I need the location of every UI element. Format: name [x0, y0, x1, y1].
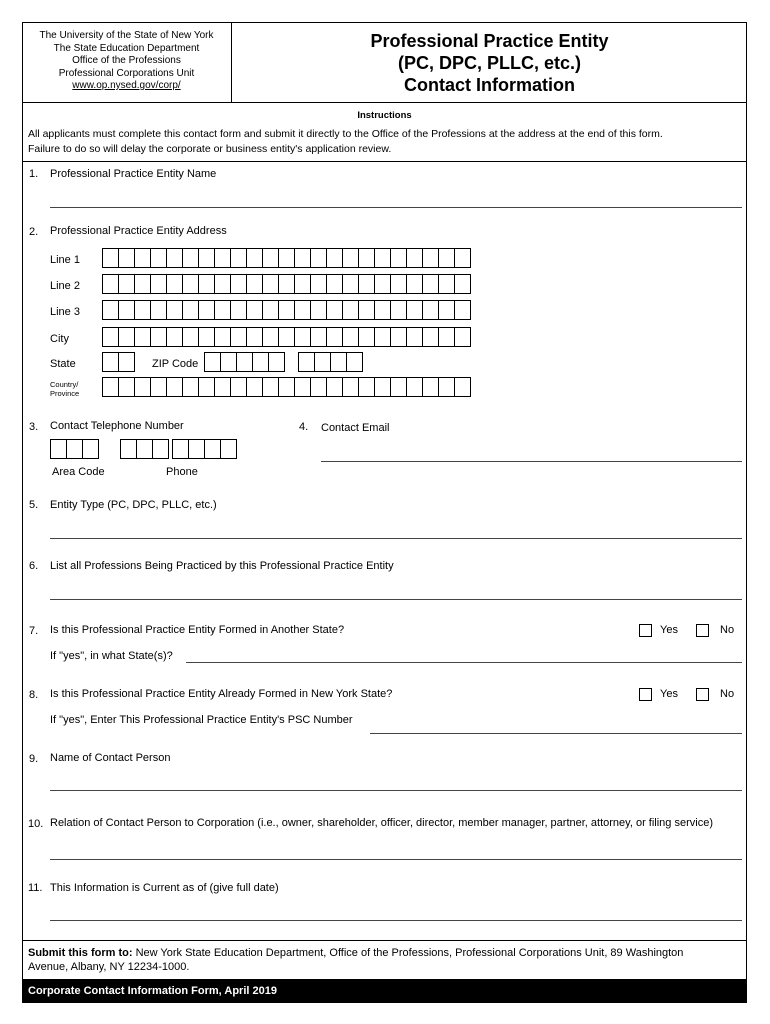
province-label: Province [50, 389, 80, 398]
char-box[interactable] [137, 439, 153, 459]
char-box[interactable] [439, 300, 455, 320]
char-box[interactable] [135, 327, 151, 347]
char-box[interactable] [215, 377, 231, 397]
char-box[interactable] [359, 327, 375, 347]
char-box[interactable] [247, 274, 263, 294]
char-box[interactable] [247, 327, 263, 347]
city-boxes[interactable] [102, 327, 471, 347]
form-title [232, 30, 747, 96]
char-box[interactable] [343, 377, 359, 397]
q4-number: 4. [299, 421, 309, 433]
entity-type-field[interactable] [50, 538, 742, 539]
q9-label: Name of Contact Person [50, 752, 171, 764]
q8-followup-label: If "yes", Enter This Professional Practice Entity's PSC Number [50, 714, 353, 726]
q7-label: Is this Professional Practice Entity Formed in Another State? [50, 624, 345, 636]
q7-yes-label: Yes [660, 624, 678, 636]
q8-label: Is this Professional Practice Entity Already Formed in New York State? [50, 688, 393, 700]
contact-email-field[interactable] [321, 461, 742, 462]
char-box[interactable] [359, 377, 375, 397]
contact-person-field[interactable] [50, 790, 742, 791]
char-box[interactable] [119, 248, 135, 268]
phone-label: Phone [166, 466, 198, 478]
title-line: Professional Practice Entity [370, 31, 609, 51]
char-box[interactable] [423, 248, 439, 268]
phone-prefix-boxes[interactable] [120, 439, 169, 459]
char-box[interactable] [295, 274, 311, 294]
char-box[interactable] [183, 327, 199, 347]
zip-boxes[interactable] [204, 352, 285, 372]
agency-line: Professional Corporations Unit [58, 67, 195, 79]
char-box[interactable] [343, 248, 359, 268]
char-box[interactable] [151, 377, 167, 397]
char-box[interactable] [311, 377, 327, 397]
char-box[interactable] [279, 274, 295, 294]
char-box[interactable] [455, 274, 471, 294]
char-box[interactable] [167, 300, 183, 320]
char-box[interactable] [439, 248, 455, 268]
q9-number: 9. [29, 753, 39, 765]
char-box[interactable] [343, 327, 359, 347]
char-box[interactable] [221, 352, 237, 372]
char-box[interactable] [135, 300, 151, 320]
char-box[interactable] [183, 274, 199, 294]
char-box[interactable] [135, 274, 151, 294]
q11-number: 11. [28, 882, 43, 894]
char-box[interactable] [455, 248, 471, 268]
instructions-heading: Instructions [357, 110, 412, 121]
q7-no-checkbox[interactable] [696, 624, 709, 637]
char-box[interactable] [407, 248, 423, 268]
char-box[interactable] [215, 300, 231, 320]
char-box[interactable] [311, 327, 327, 347]
char-box[interactable] [199, 377, 215, 397]
char-box[interactable] [311, 248, 327, 268]
char-box[interactable] [279, 300, 295, 320]
char-box[interactable] [183, 248, 199, 268]
char-box[interactable] [102, 248, 119, 268]
char-box[interactable] [407, 300, 423, 320]
agency-line: The University of the State of New York [39, 30, 214, 41]
char-box[interactable] [423, 300, 439, 320]
agency-line: Office of the Professions [72, 55, 181, 66]
char-box[interactable] [102, 300, 119, 320]
footer-bar [22, 979, 747, 1003]
country-label: Country/ [50, 380, 79, 389]
char-box[interactable] [343, 274, 359, 294]
q4-label: Contact Email [321, 422, 390, 434]
q8-yes-checkbox[interactable] [639, 688, 652, 701]
char-box[interactable] [204, 352, 221, 372]
char-box[interactable] [375, 300, 391, 320]
q6-label: List all Professions Being Practiced by this Professional Practice Entity [50, 560, 394, 572]
char-box[interactable] [407, 274, 423, 294]
q1-label: Professional Practice Entity Name [50, 168, 217, 180]
char-box[interactable] [120, 439, 137, 459]
q11-label: This Information is Current as of (give full date) [50, 882, 279, 894]
instructions-line-1: All applicants must complete this contact form and submit it directly to the Office of the Professions at the address at the end of this form. [28, 128, 663, 140]
char-box[interactable] [327, 327, 343, 347]
char-box[interactable] [231, 274, 247, 294]
char-box[interactable] [231, 327, 247, 347]
char-box[interactable] [375, 274, 391, 294]
char-box[interactable] [391, 300, 407, 320]
char-box[interactable] [327, 377, 343, 397]
char-box[interactable] [295, 300, 311, 320]
q7-no-label: No [720, 624, 735, 636]
professions-field[interactable] [50, 599, 742, 600]
instructions-rule [22, 161, 747, 162]
char-box[interactable] [247, 300, 263, 320]
q5-label: Entity Type (PC, DPC, PLLC, etc.) [50, 499, 217, 511]
char-box[interactable] [50, 439, 67, 459]
char-box[interactable] [263, 248, 279, 268]
zip-plus4-boxes[interactable] [298, 352, 363, 372]
submit-text-2: Avenue, Albany, NY 12234-1000. [28, 961, 190, 973]
char-box[interactable] [298, 352, 315, 372]
char-box[interactable] [263, 274, 279, 294]
char-box[interactable] [119, 377, 135, 397]
char-box[interactable] [315, 352, 331, 372]
address-line2-boxes[interactable] [102, 274, 471, 294]
char-box[interactable] [327, 248, 343, 268]
char-box[interactable] [253, 352, 269, 372]
char-box[interactable] [347, 352, 363, 372]
char-box[interactable] [327, 300, 343, 320]
q5-number: 5. [29, 499, 39, 511]
char-box[interactable] [455, 377, 471, 397]
char-box[interactable] [423, 377, 439, 397]
q7-followup-label: If "yes", in what State(s)? [50, 650, 173, 662]
char-box[interactable] [407, 377, 423, 397]
char-box[interactable] [151, 248, 167, 268]
char-box[interactable] [167, 248, 183, 268]
address-line3-boxes[interactable] [102, 300, 471, 320]
current-date-field[interactable] [50, 920, 742, 921]
entity-name-field[interactable] [50, 207, 742, 208]
country-province-boxes[interactable] [102, 377, 471, 397]
char-box[interactable] [331, 352, 347, 372]
char-box[interactable] [221, 439, 237, 459]
char-box[interactable] [102, 274, 119, 294]
char-box[interactable] [359, 300, 375, 320]
char-box[interactable] [102, 327, 119, 347]
char-box[interactable] [151, 327, 167, 347]
char-box[interactable] [135, 377, 151, 397]
char-box[interactable] [375, 377, 391, 397]
area-code-boxes[interactable] [50, 439, 99, 459]
char-box[interactable] [279, 377, 295, 397]
q8-number: 8. [29, 689, 39, 701]
char-box[interactable] [199, 327, 215, 347]
char-box[interactable] [215, 248, 231, 268]
header-rule [22, 102, 747, 103]
char-box[interactable] [215, 274, 231, 294]
q3-label: Contact Telephone Number [50, 420, 184, 432]
char-box[interactable] [391, 377, 407, 397]
city-label: City [50, 333, 69, 345]
other-states-field[interactable] [186, 662, 742, 663]
state-boxes[interactable] [102, 352, 135, 372]
char-box[interactable] [205, 439, 221, 459]
char-box[interactable] [455, 300, 471, 320]
phone-line-boxes[interactable] [172, 439, 237, 459]
char-box[interactable] [263, 377, 279, 397]
char-box[interactable] [231, 300, 247, 320]
title-line: (PC, DPC, PLLC, etc.) [397, 53, 581, 73]
char-box[interactable] [167, 274, 183, 294]
char-box[interactable] [67, 439, 83, 459]
char-box[interactable] [407, 327, 423, 347]
q1-number: 1. [29, 168, 39, 180]
psc-number-field[interactable] [370, 733, 742, 734]
char-box[interactable] [231, 248, 247, 268]
char-box[interactable] [183, 300, 199, 320]
char-box[interactable] [247, 377, 263, 397]
q8-yes-label: Yes [660, 688, 678, 700]
line3-label: Line 3 [50, 306, 80, 318]
char-box[interactable] [102, 352, 119, 372]
area-code-label: Area Code [52, 466, 105, 478]
char-box[interactable] [295, 327, 311, 347]
char-box[interactable] [295, 248, 311, 268]
q8-no-label: No [720, 688, 735, 700]
title-line: Contact Information [404, 75, 575, 95]
char-box[interactable] [295, 377, 311, 397]
q2-number: 2. [29, 226, 39, 238]
state-label: State [50, 358, 76, 370]
char-box[interactable] [439, 274, 455, 294]
agency-line: The State Education Department [53, 42, 200, 54]
char-box[interactable] [343, 300, 359, 320]
char-box[interactable] [279, 327, 295, 347]
char-box[interactable] [269, 352, 285, 372]
char-box[interactable] [119, 274, 135, 294]
q10-number: 10. [28, 818, 44, 830]
char-box[interactable] [439, 377, 455, 397]
footer-text: Corporate Contact Information Form, April 2019 [28, 985, 277, 997]
line1-label: Line 1 [50, 254, 80, 266]
char-box[interactable] [263, 300, 279, 320]
char-box[interactable] [199, 300, 215, 320]
char-box[interactable] [391, 274, 407, 294]
char-box[interactable] [119, 352, 135, 372]
char-box[interactable] [279, 248, 295, 268]
char-box[interactable] [375, 327, 391, 347]
char-box[interactable] [199, 248, 215, 268]
char-box[interactable] [327, 274, 343, 294]
char-box[interactable] [375, 248, 391, 268]
relation-field[interactable] [50, 859, 742, 860]
char-box[interactable] [311, 274, 327, 294]
char-box[interactable] [311, 300, 327, 320]
instructions-line-2: Failure to do so will delay the corporate or business entity's application review. [28, 143, 392, 155]
submit-text-1: New York State Education Department, Office of the Professions, Professional Corporations Unit, 89 Washington [135, 947, 684, 959]
char-box[interactable] [391, 248, 407, 268]
char-box[interactable] [359, 248, 375, 268]
char-box[interactable] [135, 248, 151, 268]
char-box[interactable] [153, 439, 169, 459]
char-box[interactable] [439, 327, 455, 347]
char-box[interactable] [167, 327, 183, 347]
char-box[interactable] [83, 439, 99, 459]
char-box[interactable] [423, 327, 439, 347]
char-box[interactable] [183, 377, 199, 397]
q10-label: Relation of Contact Person to Corporation (i.e., owner, shareholder, officer, director, member manager, partner, attorney, or filing service) [50, 817, 713, 829]
agency-url-link[interactable]: www.op.nysed.gov/corp/ [72, 80, 181, 91]
char-box[interactable] [237, 352, 253, 372]
q6-number: 6. [29, 560, 39, 572]
char-box[interactable] [102, 377, 119, 397]
q8-no-checkbox[interactable] [696, 688, 709, 701]
char-box[interactable] [151, 274, 167, 294]
char-box[interactable] [263, 327, 279, 347]
char-box[interactable] [231, 377, 247, 397]
submit-line-1 [28, 947, 683, 959]
q3-number: 3. [29, 421, 39, 433]
char-box[interactable] [359, 274, 375, 294]
submit-label: Submit this form to: [28, 947, 133, 959]
agency-block [22, 30, 231, 93]
char-box[interactable] [215, 327, 231, 347]
char-box[interactable] [199, 274, 215, 294]
char-box[interactable] [151, 300, 167, 320]
line2-label: Line 2 [50, 280, 80, 292]
char-box[interactable] [423, 274, 439, 294]
char-box[interactable] [172, 439, 189, 459]
address-line1-boxes[interactable] [102, 248, 471, 268]
zip-label: ZIP Code [152, 358, 199, 370]
char-box[interactable] [455, 327, 471, 347]
q7-number: 7. [29, 625, 39, 637]
char-box[interactable] [119, 327, 135, 347]
char-box[interactable] [167, 377, 183, 397]
q7-yes-checkbox[interactable] [639, 624, 652, 637]
char-box[interactable] [119, 300, 135, 320]
char-box[interactable] [391, 327, 407, 347]
q2-label: Professional Practice Entity Address [50, 225, 227, 237]
submit-rule [22, 940, 747, 941]
char-box[interactable] [189, 439, 205, 459]
char-box[interactable] [247, 248, 263, 268]
